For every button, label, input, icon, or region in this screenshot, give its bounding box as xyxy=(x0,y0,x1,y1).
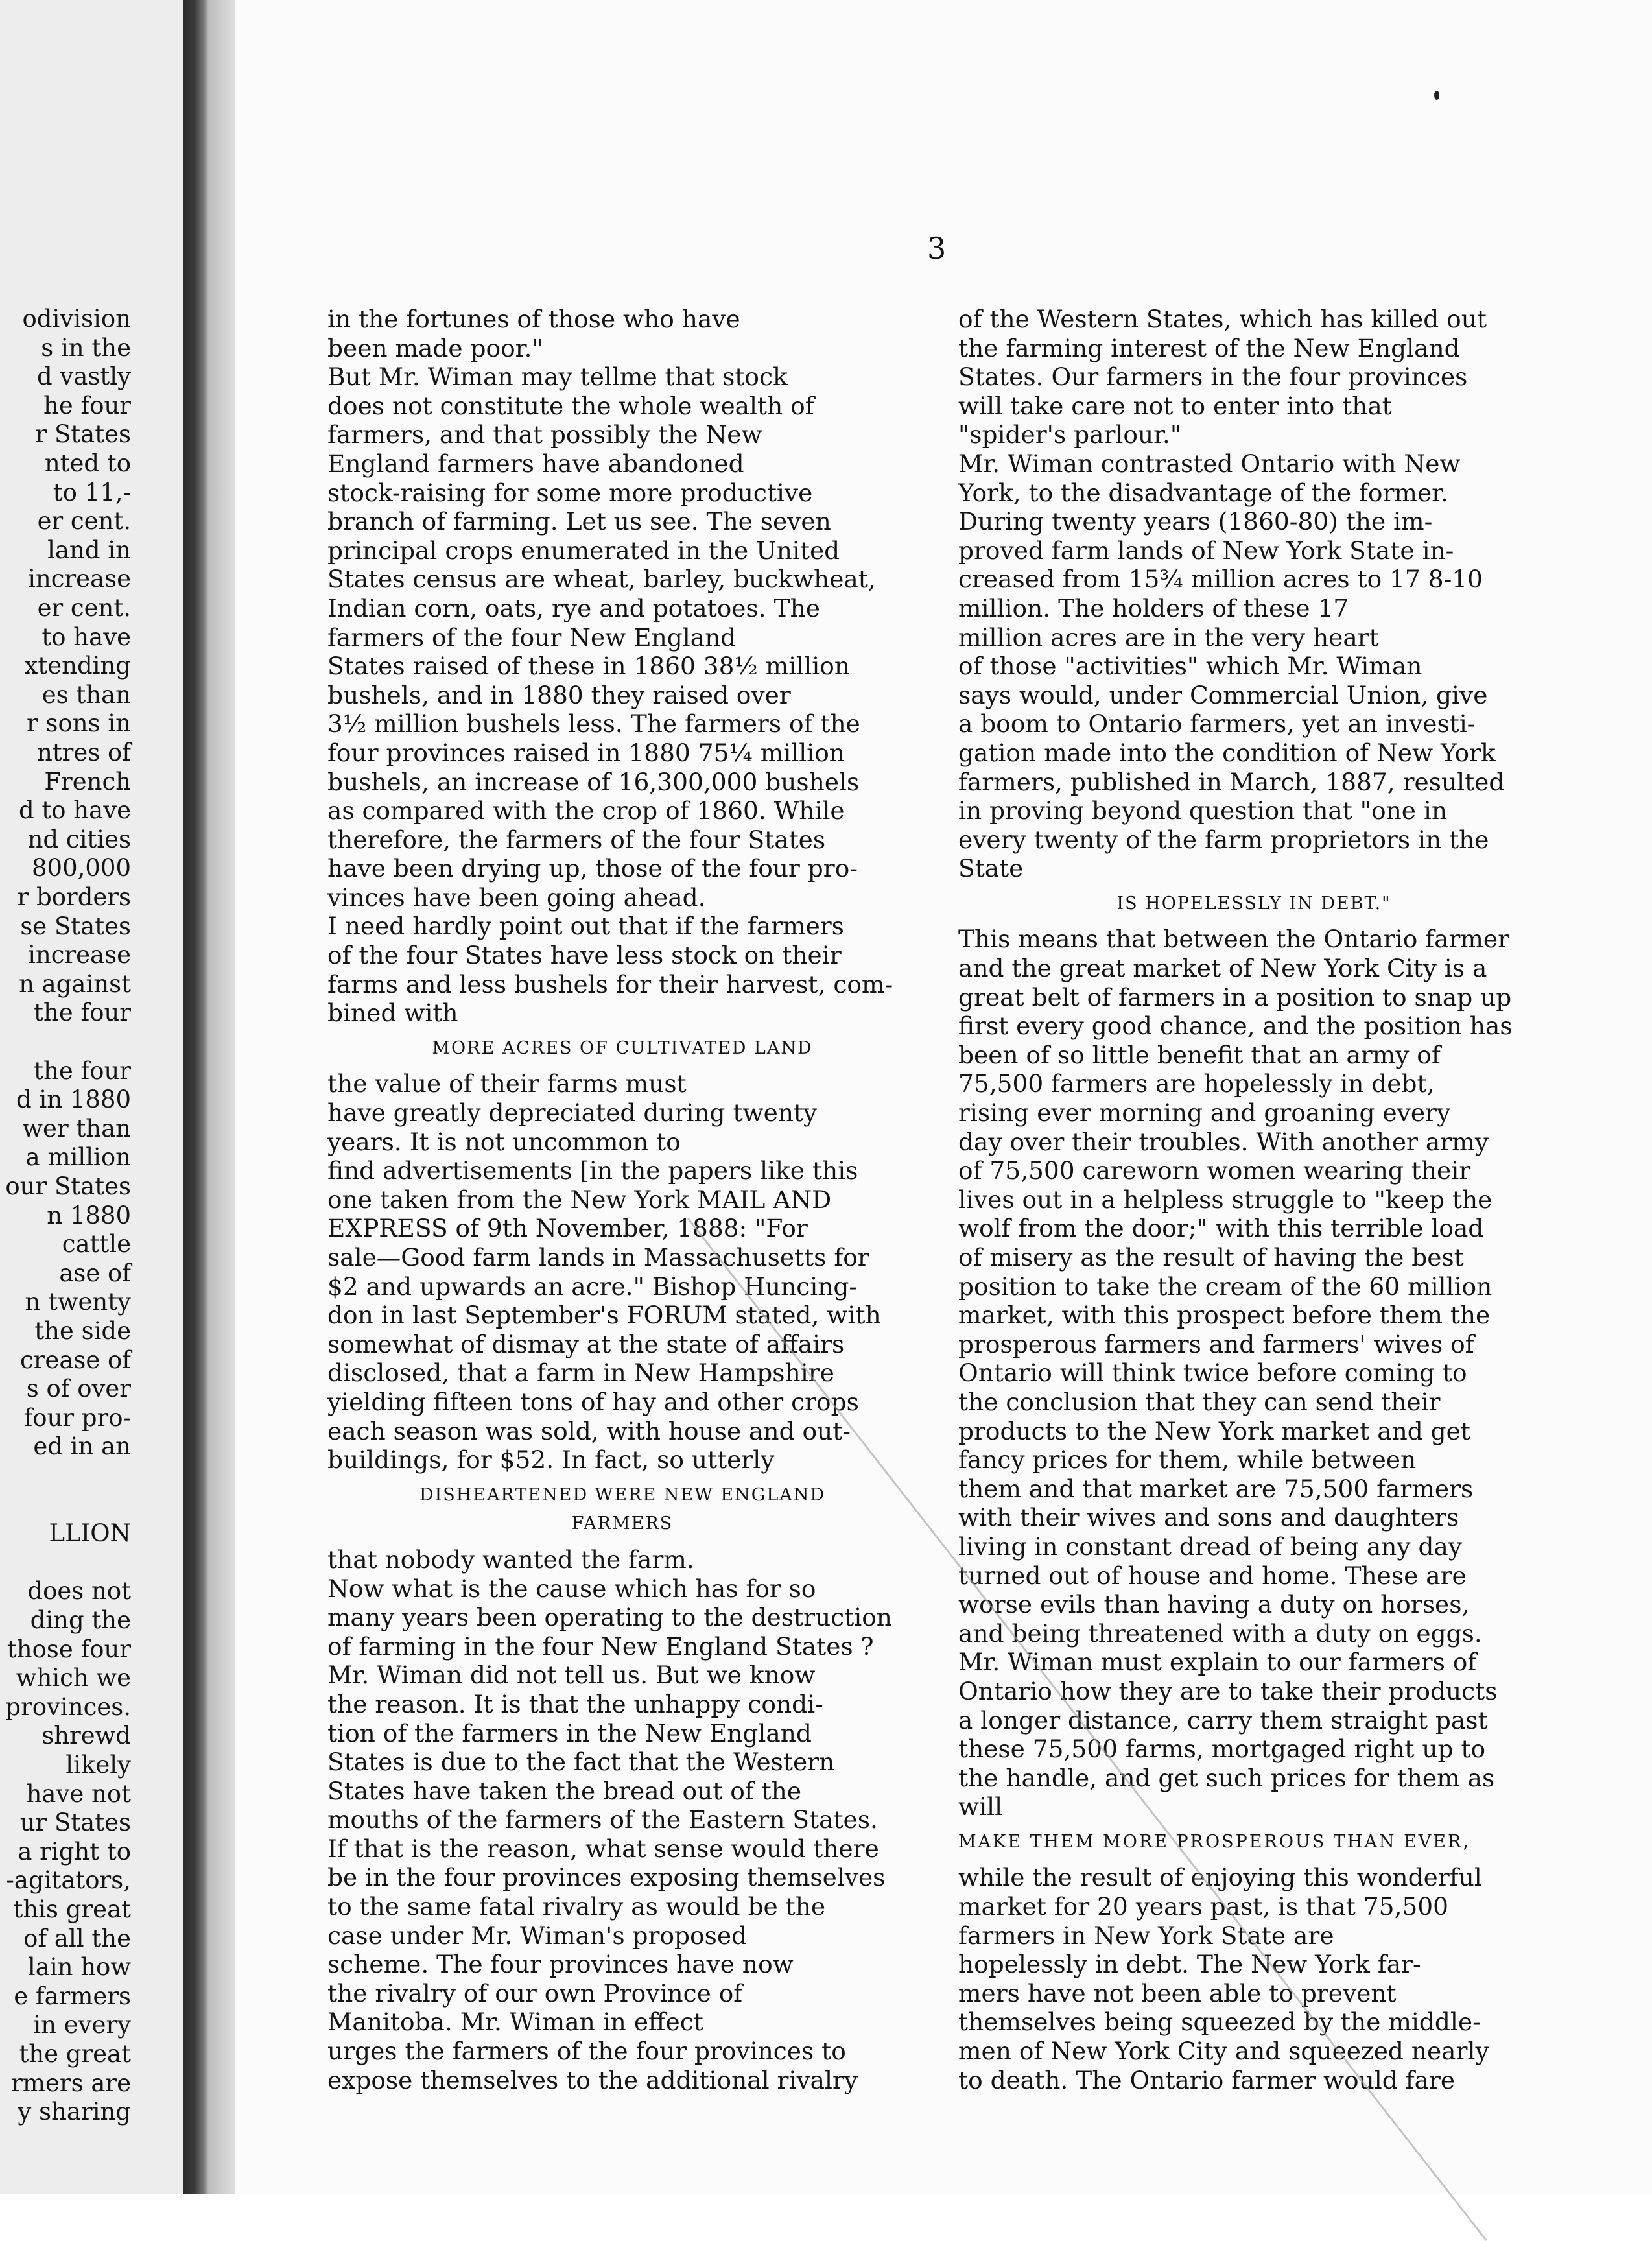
left-page-line: a right to xyxy=(18,1837,131,1866)
ink-speck xyxy=(1434,91,1439,100)
left-page-line: which we xyxy=(16,1664,131,1692)
left-page-line: he four xyxy=(43,391,131,420)
left-page-line: to have xyxy=(41,622,131,651)
paragraph: in the fortunes of those who have been made poor." But Mr. Wiman may tellme that stock does not constitute the whole wealth of farmers, and that possibly the New England farmers have abandoned stock-raising for some more productive branch of farming. Let us see. The seven principal crops enumerated in the United States census are wheat, barley, buckwheat, Indian corn, oats, rye and potatoes. The farmers of the four New England States raised of these in 1860 38½ million bushels, and in 1880 they raised over 3½ million bushels less. The farmers of the four provinces raised in 1880 75¼ million bushels, an increase of 16,300,000 bushels as compared with the crop of 1860. While therefore, the farmers of the four States have been drying up, those of the four pro- vinces have been going ahead. I need hardly point out that if the farmers of the four States have less stock on their farms and less bushels for their harvest, com- bined with xyxy=(327,305,893,1028)
left-page-line: -agitators, xyxy=(6,1866,131,1895)
left-page-line: nted to xyxy=(44,449,131,477)
left-page-line: lain how xyxy=(27,1953,131,1982)
text-column-right xyxy=(958,305,1550,2094)
left-page-line: increase xyxy=(28,565,131,593)
section-heading: MORE ACRES OF CULTIVATED LAND xyxy=(432,1038,813,1058)
paragraph: while the result of enjoying this wonderful market for 20 years past, is that 75,500 farmers in New York State are hopelessly in debt. The New York far- mers have not been able to prevent themselves being squeezed by the middle- men of New York City and squeezed nearly to death. The Ontario farmer fare xyxy=(958,1863,1489,2094)
left-page-line: rmers are xyxy=(11,2069,131,2097)
left-page-line: provinces. xyxy=(5,1692,131,1721)
left-page-line: ntres of xyxy=(36,739,131,766)
left-page-line: likely xyxy=(65,1751,131,1779)
left-page-line: r sons in xyxy=(27,709,131,738)
left-page-line: those four xyxy=(6,1635,131,1663)
section-heading: MAKE THEM MORE PROSPEROUS THAN EVER, xyxy=(958,1831,1470,1852)
left-page-line: a million xyxy=(25,1143,131,1172)
left-page-line: ase of xyxy=(59,1259,131,1287)
left-page-line: this great xyxy=(13,1895,131,1923)
section-heading: DISHEARTENED WERE NEW ENGLAND FARMERS xyxy=(419,1484,826,1534)
left-page-line: ed in an xyxy=(33,1432,131,1461)
left-page-line: to 11,- xyxy=(53,478,131,506)
left-page-line: d vastly xyxy=(36,362,131,391)
left-page-line: s of over xyxy=(26,1375,131,1403)
left-page-line: of all the xyxy=(23,1924,131,1952)
left-page-line: land in xyxy=(47,536,131,564)
left-page-line: ding the xyxy=(30,1606,131,1634)
left-page-line: LLION xyxy=(49,1519,131,1548)
book-gutter xyxy=(183,0,209,2194)
paragraph: the value of their farms must have greatly depreciated during twenty years. It is not uncommon to find advertisements [in the papers like this one taken from the New York MAIL AND EXPRESS of 9th November, 1888: "For sale—Good farm lands in Massachusetts for $2 and upwards an acre." Bishop Huncing- don in last September's FORUM stated, with somewhat of dismay at the state of affairs disclosed, that a farm in New Hampshire yielding fifteen tons of hay and other crops each season was sold, with house and out- buildings, for $52. In fact, so utterly xyxy=(327,1069,881,1475)
text-column-left xyxy=(327,305,917,2094)
left-page-line: er cent. xyxy=(37,594,131,622)
left-page-line: French xyxy=(44,767,131,796)
left-page-line: d to have xyxy=(18,796,131,825)
paragraph: that nobody wanted the farm. Now what is the cause which has for so many years been operating to the destruction of farming in the four New England States ? Mr. Wiman did not tell us. But we know the reason. It is that the unhappy condi- tion of the farmers in the New England States is due to the fact that the Western States have taken the bread out of the mouths of the farmers of the Eastern States. If that is the reason, what sense would there be in the four provinces exposing themselves to the same fatal rivalry as would be the case under Mr. Wiman's proposed scheme. The four provinces have now the rivalry of our own Province of Manitoba. Mr. Wiman in effect urges the farmers of the four provinces to expose themselves to the additional rivalry xyxy=(327,1545,892,2094)
left-page-line: the four xyxy=(34,1056,131,1085)
left-page-line: our States xyxy=(5,1172,131,1200)
left-page-fragment xyxy=(0,0,183,2194)
page-number: 3 xyxy=(927,231,947,266)
left-page-line: in every xyxy=(33,2011,131,2039)
left-page-line: r borders xyxy=(17,883,131,911)
section-heading: IS HOPELESSLY IN DEBT." xyxy=(1116,893,1391,914)
left-page-line: increase xyxy=(28,941,131,969)
left-page-line: y sharing xyxy=(18,2098,131,2126)
left-page-line: nd cities xyxy=(27,825,131,853)
left-page-line: the side xyxy=(34,1317,131,1345)
left-page-line: odivision xyxy=(22,305,131,333)
left-page-line: the great xyxy=(19,2040,131,2068)
left-page-line: es than xyxy=(41,680,131,709)
left-page-line: crease of xyxy=(20,1346,131,1374)
left-page-line: ur States xyxy=(19,1808,131,1837)
left-page-line: 800,000 xyxy=(31,854,131,883)
left-page-line: n 1880 xyxy=(47,1201,131,1229)
page-edge xyxy=(209,0,235,2194)
left-page-line: d in 1880 xyxy=(16,1085,131,1114)
left-page-line: n against xyxy=(19,969,131,998)
left-page-line: have not xyxy=(26,1779,131,1808)
left-page-line: r States xyxy=(35,420,131,449)
left-page-line: four pro- xyxy=(23,1403,131,1432)
left-page-line: s in the xyxy=(41,333,131,362)
left-page-line: er cent. xyxy=(37,507,131,536)
left-page-line: wer than xyxy=(22,1114,131,1143)
left-page-line: shrewd xyxy=(41,1722,131,1750)
left-page-line: does not xyxy=(27,1577,131,1606)
left-page-line: se States xyxy=(20,912,131,940)
paragraph: This means that between the Ontario farmer and the great market of New York City is a great belt of farmers in a position to snap up first every good chance, and the position has been of so little benefit that an army of 75,500 farmers are hopelessly in debt, rising ever morning and groaning every day over their troubles. With another army of 75,500 careworn women wearing their lives out in a helpless struggle to "keep the wolf from the door;" with this terrible load of misery as the result of having the best position to take the cream of the 60 million market, with this prospect before them the prosperous farmers and farmers' wives of Ontario will think twice before coming to the conclusion that they can send their products to the New York market and get fancy prices for them, while between them and that market are 75,500 farmers with their wives and sons and daughters living in constant dread of being any day turned out of house and home. These are worse evils than having a duty on horses, and being threatened with a duty on eggs. Mr. Wiman must explain to our farmers of Ontario how they are to take their products a longer distance, carry them straight past these 75,500 farms, mortgaged right up to the handle, and get such prices for them as will xyxy=(958,925,1513,1821)
left-page-line: xtending xyxy=(24,652,131,680)
left-page-line: the four xyxy=(34,999,131,1027)
paragraph: of the Western States, which has killed out the farming interest of the New England States. Our farmers in the four provinces will take care not to enter into that "spider's parlour." Mr. Wiman contrasted Ontario with New York, to the disadvantage of the former. During twenty years (1860-80) the im- proved farm lands of New York State in- creased from 15¾ million acres to 17 8-10 million. The holders of these 17 million acres are in the very heart of those "activities" which Mr. Wiman says would, under Commercial Union, give a boom to Ontario farmers, yet an investi- gation made into the condition of New York farmers, published in March, 1887, resulted in proving beyond question that "one in every twenty of the farm proprietors in the State xyxy=(958,305,1505,883)
left-page-line: cattle xyxy=(62,1230,131,1259)
left-page-line: e farmers xyxy=(14,1982,131,2010)
left-page-line: n twenty xyxy=(25,1288,131,1316)
